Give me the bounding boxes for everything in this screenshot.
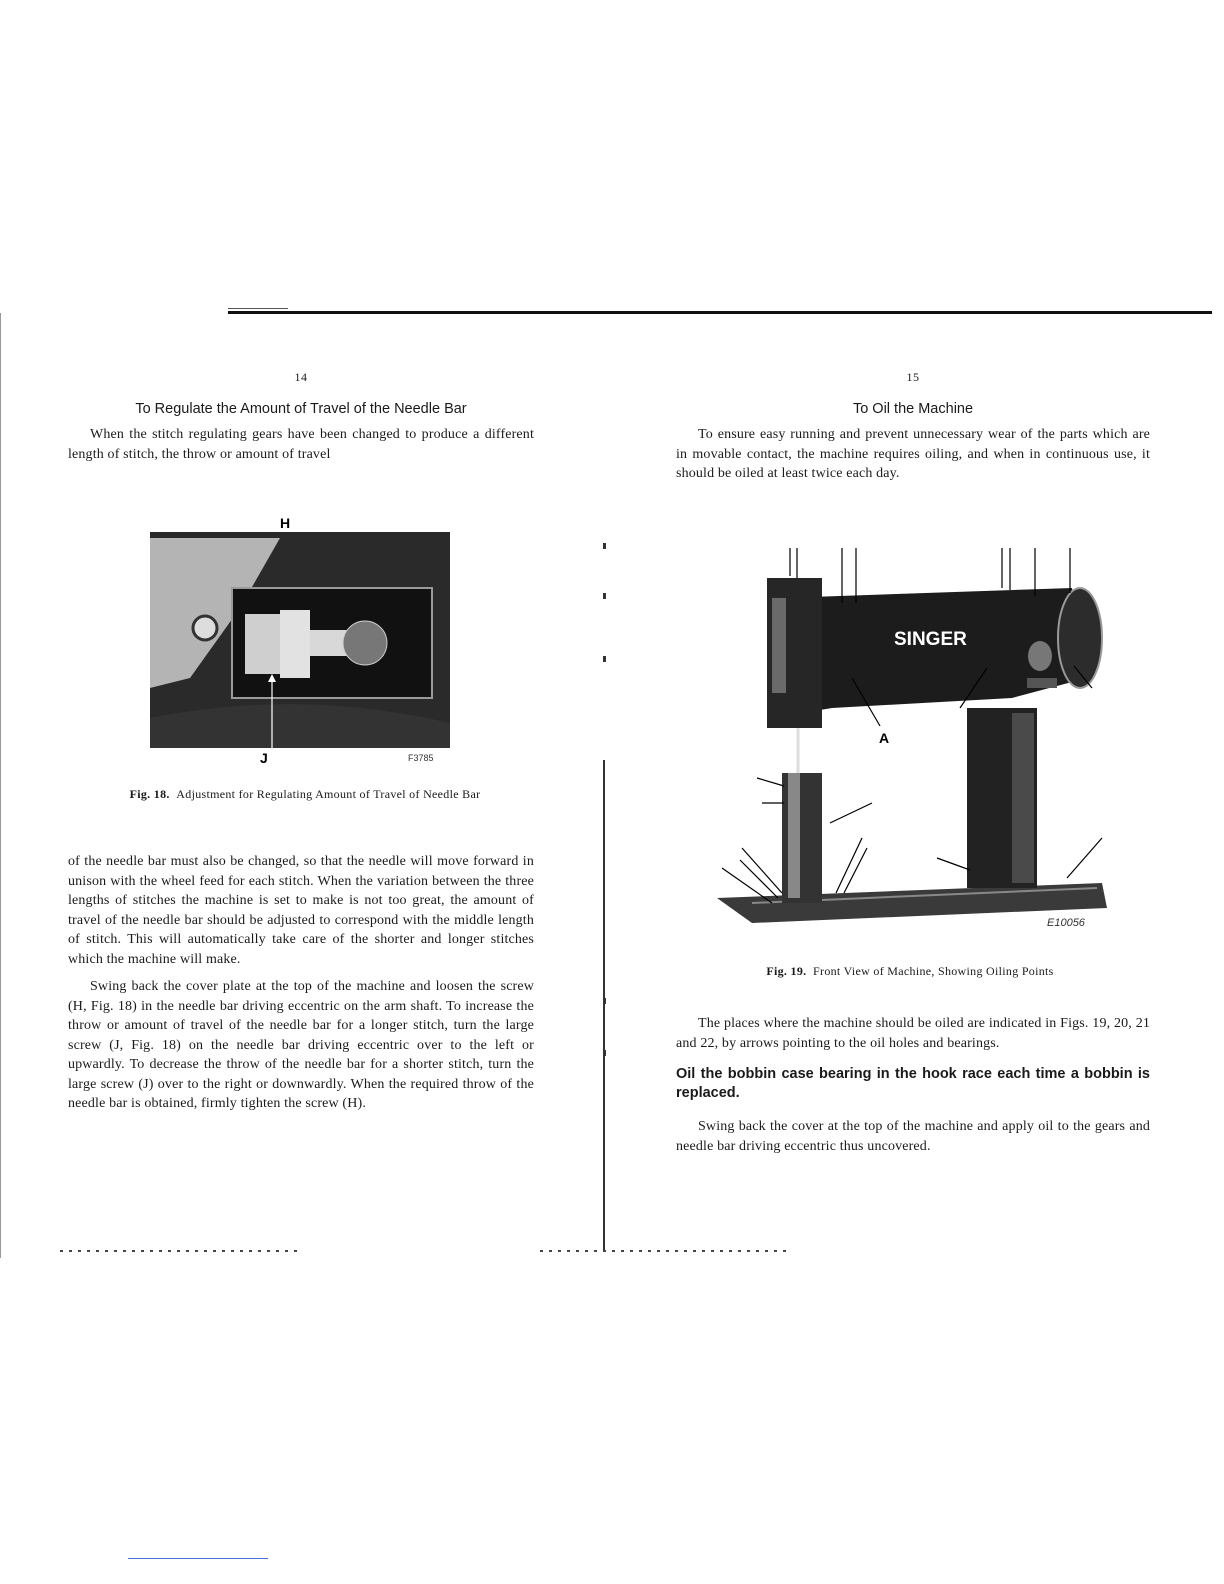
- page-number: 14: [294, 370, 308, 384]
- fig19-caption-number: Fig. 19.: [766, 964, 807, 978]
- fig19-label-a: A: [879, 730, 890, 746]
- fig19-caption: [700, 964, 1120, 979]
- fig18-code: F3785: [408, 753, 434, 763]
- fig19-post-highlight: [788, 773, 800, 898]
- fig19-serial-plate: [1027, 678, 1057, 688]
- fig18-caption-number: Fig. 18.: [129, 787, 170, 801]
- top-rule-thin: [228, 308, 288, 309]
- right-page-body: [676, 1014, 1150, 1156]
- fig19-pillar-highlight: [1012, 713, 1034, 883]
- fig18-collar: [280, 610, 310, 678]
- paragraph: The places where the machine should be oiled are indicated in Figs. 19, 20, 21 and 22, by arrows pointing to the oil holes and bearings.: [676, 1016, 1150, 1051]
- paragraph: Swing back the cover at the top of the machine and apply oil to the gears and needle bar driving eccentric thus uncovered.: [676, 1119, 1150, 1154]
- fig19-badge: [1028, 641, 1052, 671]
- fig18-gear: [343, 621, 387, 665]
- fig18-label-h: H: [280, 518, 291, 531]
- left-edge-line: [0, 313, 1, 1258]
- left-page-body: [68, 852, 534, 1114]
- fig18-screw: [193, 616, 217, 640]
- figure-18: [150, 518, 450, 768]
- fig19-caption-text: Front View of Machine, Showing Oiling Points: [813, 964, 1054, 978]
- fig19-code: E10056: [1047, 917, 1085, 929]
- right-page: [676, 370, 1150, 484]
- intro-paragraph: When the stitch regulating gears have been changed to produce a different length of stitch, the throw or amount of travel: [68, 427, 534, 462]
- scan-noise: [540, 1250, 790, 1252]
- intro-paragraph: To ensure easy running and prevent unnecessary wear of the parts which are in movable contact, the machine requires oiling, and when in continuous use, it should be oiled at least twice each day.: [676, 427, 1150, 481]
- gutter-mark: [603, 593, 606, 599]
- section-heading: To Oil the Machine: [852, 401, 974, 417]
- gutter-mark: [603, 543, 606, 549]
- page-number: 15: [906, 370, 920, 384]
- top-rule: [228, 311, 1212, 314]
- figure-19: [712, 548, 1112, 938]
- scan-blue-line: [128, 1558, 268, 1559]
- paragraph: of the needle bar must also be changed, so that the needle will move forward in unison with the wheel feed for each stitch. When the variation between the three lengths of stitches the machine is set to make is not too great, the amount of travel of the needle bar should be adjusted to correspond with the middle length of stitch. This will automatically take care of the shorter and longer stitches which the machine will make.: [68, 854, 534, 967]
- paragraph: Swing back the cover plate at the top of the machine and loosen the screw (H, Fig. 18) in the needle bar driving eccentric on the arm shaft. To increase the throw or amount of travel of the needle bar for a longer stitch, turn the large screw (J, Fig. 18) on the needle bar driving eccentric over to the left or upwardly. To decrease the throw of the needle bar for a shorter stitch, turn the large screw (J) over to the right or downwardly. When the required throw of the needle bar is obtained, firmly tighten the screw (H).: [68, 979, 534, 1111]
- bold-instruction: Oil the bobbin case bearing in the hook race each time a bobbin is replaced.: [676, 1066, 1150, 1101]
- fig18-caption: [120, 787, 490, 802]
- fig19-brand: SINGER: [894, 629, 967, 650]
- fig18-label-j: J: [260, 750, 268, 766]
- fig19-faceplate: [772, 598, 786, 693]
- page-gutter: [603, 760, 605, 1250]
- gutter-mark: [603, 656, 606, 662]
- scan-noise: [60, 1250, 300, 1252]
- gutter-mark: [603, 1050, 606, 1056]
- fig18-caption-text: Adjustment for Regulating Amount of Travel of Needle Bar: [176, 787, 481, 801]
- gutter-mark: [603, 998, 606, 1004]
- section-heading: To Regulate the Amount of Travel of the Needle Bar: [135, 401, 467, 417]
- left-page: [68, 370, 534, 464]
